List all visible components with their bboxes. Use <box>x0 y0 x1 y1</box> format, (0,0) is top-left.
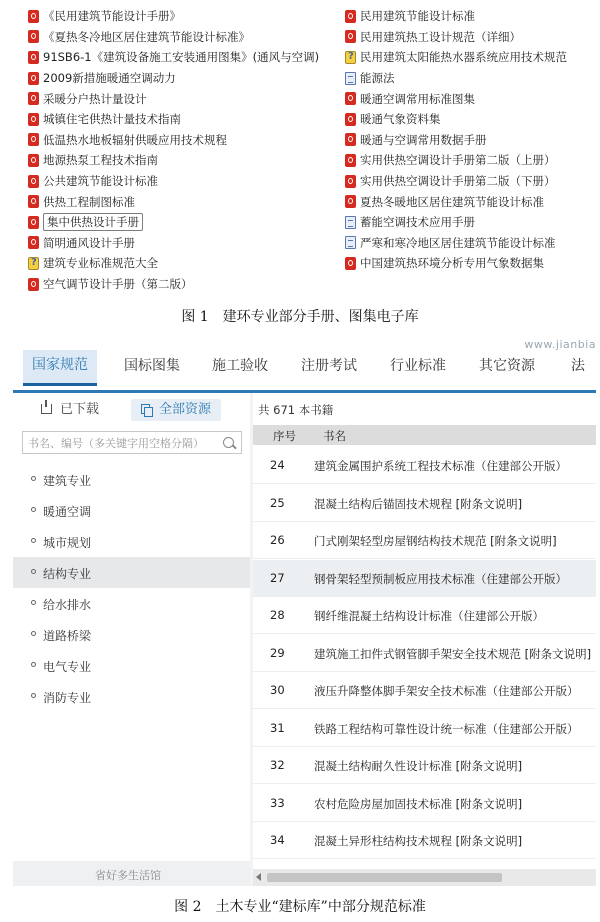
bullet-icon <box>31 569 36 574</box>
file-name: 91SB6-1《建筑设备施工安装通用图集》(通风与空调) <box>43 50 320 65</box>
downloaded-tab[interactable] <box>41 399 99 421</box>
category-item[interactable] <box>13 557 250 588</box>
file-list-item[interactable] <box>28 130 348 151</box>
pdf-icon <box>345 195 356 208</box>
file-name: 暖通空调常用标准图集 <box>360 91 475 106</box>
file-name: 供热工程制图标准 <box>43 194 135 209</box>
pdf-icon <box>28 216 39 229</box>
file-name: 夏热冬暖地区居住建筑节能设计标准 <box>360 194 544 209</box>
row-number: 30 <box>270 683 285 697</box>
tab-national-codes[interactable]: 国家规范 <box>23 350 97 386</box>
file-list-item[interactable] <box>28 212 348 233</box>
book-title: 混凝土异形柱结构技术规程 [附条文说明] <box>314 834 523 848</box>
category-sidebar <box>13 393 250 886</box>
table-row[interactable] <box>253 672 596 709</box>
file-list-item[interactable] <box>345 109 600 130</box>
row-number: 34 <box>270 833 285 847</box>
pdf-icon <box>28 236 39 249</box>
search-placeholder: 书名、编号（多关键字用空格分隔） <box>28 437 204 450</box>
book-title: 混凝土结构耐久性设计标准 [附条文说明] <box>314 759 523 773</box>
file-name: 暖通气象资料集 <box>360 112 441 127</box>
file-list-item[interactable] <box>28 233 348 254</box>
bullet-icon <box>31 662 36 667</box>
pdf-icon <box>345 10 356 23</box>
doc-icon <box>345 216 356 229</box>
file-name: 蓄能空调技术应用手册 <box>360 215 475 230</box>
category-label: 道路桥梁 <box>43 629 92 643</box>
book-title: 钢纤维混凝土结构设计标准（住建部公开版） <box>314 609 544 623</box>
file-list-item[interactable] <box>28 88 348 109</box>
figure1-file-list-panel <box>0 0 600 300</box>
pdf-icon <box>28 10 39 23</box>
file-list-item[interactable] <box>345 233 600 254</box>
bullet-icon <box>31 538 36 543</box>
all-resources-tab[interactable] <box>131 399 221 421</box>
column-header-no[interactable]: 序号 <box>273 429 296 443</box>
scrollbar-thumb[interactable] <box>267 873 502 882</box>
file-name: 空气调节设计手册（第二版） <box>43 277 193 292</box>
file-name: 《民用建筑节能设计手册》 <box>43 9 181 24</box>
tab-industry-standards[interactable]: 行业标准 <box>390 358 446 374</box>
sidebar-tabs <box>13 393 250 427</box>
table-row[interactable] <box>253 522 596 559</box>
file-name: 集中供热设计手册 <box>43 213 143 231</box>
pdf-icon <box>28 154 39 167</box>
row-number: 28 <box>270 608 285 622</box>
file-name: 中国建筑热环境分析专用气象数据集 <box>360 256 544 271</box>
row-number: 24 <box>270 458 285 472</box>
file-list-item[interactable] <box>345 47 600 68</box>
table-row[interactable] <box>253 747 596 784</box>
book-title: 建筑金属围护系统工程技术标准（住建部公开版） <box>314 459 567 473</box>
row-number: 29 <box>270 645 285 660</box>
scroll-left-arrow-icon[interactable] <box>256 873 261 881</box>
category-item[interactable] <box>13 588 250 619</box>
sidebar-footer <box>13 861 250 886</box>
table-row[interactable] <box>253 635 596 672</box>
file-list-item[interactable] <box>345 253 600 274</box>
pdf-icon <box>28 72 39 85</box>
file-list-item[interactable] <box>345 27 600 48</box>
pdf-icon <box>345 30 356 43</box>
pdf-icon <box>28 133 39 146</box>
book-title: 钢骨架轻型预制板应用技术标准（住建部公开版） <box>314 571 567 586</box>
file-name: 城镇住宅供热计量技术指南 <box>43 112 181 127</box>
tab-law[interactable]: 法 <box>571 358 585 374</box>
file-name: 严寒和寒冷地区居住建筑节能设计标准 <box>360 235 556 250</box>
file-list-item[interactable] <box>28 274 348 295</box>
tab-other-resources[interactable]: 其它资源 <box>479 358 535 374</box>
category-label: 结构专业 <box>43 567 92 581</box>
pdf-icon <box>345 175 356 188</box>
figure2-caption: 图 2 土木专业“建标库”中部分规范标准 <box>174 899 426 915</box>
file-list-item[interactable] <box>28 6 348 27</box>
pdf-icon <box>28 92 39 105</box>
pdf-icon <box>28 51 39 64</box>
bullet-icon <box>31 693 36 698</box>
file-name: 简明通风设计手册 <box>43 235 135 250</box>
file-name: 民用建筑热工设计规范（详细） <box>360 29 521 44</box>
figure2-library-app <box>13 340 596 886</box>
row-number: 32 <box>270 758 285 772</box>
book-count: 共 671 本书籍 <box>258 403 334 417</box>
category-label: 给水排水 <box>43 598 92 612</box>
file-list-item[interactable] <box>345 212 600 233</box>
row-number: 27 <box>270 570 285 585</box>
table-row[interactable] <box>253 597 596 634</box>
bullet-icon <box>31 600 36 605</box>
table-header <box>253 425 596 445</box>
file-name: 地源热泵工程技术指南 <box>43 153 158 168</box>
site-url: www.jianbia <box>524 340 596 351</box>
book-title: 建筑施工扣件式钢管脚手架安全技术规范 [附条文说明] <box>314 646 592 661</box>
category-item[interactable] <box>13 526 250 557</box>
row-number: 33 <box>270 795 285 810</box>
file-list-item[interactable] <box>28 150 348 171</box>
table-row[interactable] <box>253 560 596 597</box>
figure1-caption: 图 1 建环专业部分手册、图集电子库 <box>181 309 419 325</box>
column-header-title[interactable]: 书名 <box>323 429 346 443</box>
file-list-item[interactable] <box>28 253 348 274</box>
category-item[interactable] <box>13 650 250 681</box>
file-list-item[interactable] <box>345 88 600 109</box>
pdf-icon <box>345 133 356 146</box>
footer-watermark: 省好多生活馆 <box>95 869 161 882</box>
file-list-item[interactable] <box>345 191 600 212</box>
pdf-icon <box>28 175 39 188</box>
tab-national-atlas[interactable]: 国标图集 <box>124 358 180 374</box>
doc-icon <box>345 72 356 85</box>
file-name: 采暖分户热计量设计 <box>43 91 147 106</box>
book-title: 门式刚架轻型房屋钢结构技术规范 [附条文说明] <box>314 534 557 548</box>
file-name: 实用供热空调设计手册第二版（下册） <box>360 174 556 189</box>
file-list-item[interactable] <box>28 191 348 212</box>
doc-icon <box>345 236 356 249</box>
pdf-icon <box>345 92 356 105</box>
file-name: 公共建筑节能设计标准 <box>43 174 158 189</box>
book-title: 混凝土结构后锚固技术规程 [附条文说明] <box>314 496 523 511</box>
pdf-icon <box>345 257 356 270</box>
file-list-right-column <box>345 6 600 274</box>
help-icon <box>28 257 39 270</box>
file-list-item[interactable] <box>345 150 600 171</box>
search-icon[interactable] <box>223 437 234 448</box>
category-item[interactable] <box>13 464 250 495</box>
category-item[interactable] <box>13 619 250 650</box>
file-name: 《夏热冬冷地区居住建筑节能设计标准》 <box>43 29 250 44</box>
category-label: 暖通空调 <box>43 505 92 519</box>
category-item[interactable] <box>13 681 250 712</box>
pdf-icon <box>28 113 39 126</box>
pdf-icon <box>28 278 39 291</box>
category-item[interactable] <box>13 495 250 526</box>
all-resources-label: 全部资源 <box>159 402 212 417</box>
file-list-item[interactable] <box>345 68 600 89</box>
file-name: 民用建筑节能设计标准 <box>360 9 475 24</box>
row-number: 25 <box>270 495 285 510</box>
file-list-item[interactable] <box>28 171 348 192</box>
search-input[interactable] <box>22 431 242 454</box>
category-label: 建筑专业 <box>43 474 92 488</box>
file-name: 建筑专业标准规范大全 <box>43 256 158 271</box>
table-row[interactable] <box>253 785 596 822</box>
pdf-icon <box>345 113 356 126</box>
tab-construction-acceptance[interactable]: 施工验收 <box>212 358 268 374</box>
download-icon <box>41 404 52 414</box>
book-title: 农村危险房屋加固技术标准 [附条文说明] <box>314 796 523 811</box>
bullet-icon <box>31 476 36 481</box>
copy-icon <box>141 404 150 414</box>
file-list-item[interactable] <box>28 47 348 68</box>
file-name: 能源法 <box>360 71 395 86</box>
file-name: 暖通与空调常用数据手册 <box>360 132 487 147</box>
category-label: 电气专业 <box>43 660 92 674</box>
file-list-item[interactable] <box>28 109 348 130</box>
bullet-icon <box>31 507 36 512</box>
row-number: 31 <box>270 720 285 735</box>
file-name: 民用建筑太阳能热水器系统应用技术规范 <box>360 50 567 65</box>
file-name: 实用供热空调设计手册第二版（上册） <box>360 153 556 168</box>
category-label: 城市规划 <box>43 536 92 550</box>
table-row[interactable] <box>253 822 596 859</box>
file-list-item[interactable] <box>28 68 348 89</box>
category-label: 消防专业 <box>43 691 92 705</box>
horizontal-scrollbar[interactable] <box>253 869 596 886</box>
pdf-icon <box>28 195 39 208</box>
tab-registration-exam[interactable]: 注册考试 <box>301 358 357 374</box>
file-name: 2009新措施暖通空调动力 <box>43 71 176 86</box>
pdf-icon <box>28 30 39 43</box>
table-row[interactable] <box>253 447 596 484</box>
help-icon <box>345 51 356 64</box>
table-row[interactable] <box>253 485 596 522</box>
file-list-item[interactable] <box>28 27 348 48</box>
table-row[interactable] <box>253 710 596 747</box>
book-title: 铁路工程结构可靠性设计统一标准（住建部公开版） <box>314 721 579 736</box>
book-title: 液压升降整体脚手架安全技术标准（住建部公开版） <box>314 684 579 698</box>
file-list-item[interactable] <box>345 130 600 151</box>
file-list-left-column <box>28 6 348 294</box>
category-tab-bar <box>13 340 596 393</box>
bullet-icon <box>31 631 36 636</box>
row-number: 26 <box>270 533 285 547</box>
file-name: 低温热水地板辐射供暖应用技术规程 <box>43 132 227 147</box>
book-list-panel <box>253 393 596 886</box>
file-list-item[interactable] <box>345 171 600 192</box>
downloaded-label: 已下载 <box>60 402 100 417</box>
pdf-icon <box>345 154 356 167</box>
file-list-item[interactable] <box>345 6 600 27</box>
